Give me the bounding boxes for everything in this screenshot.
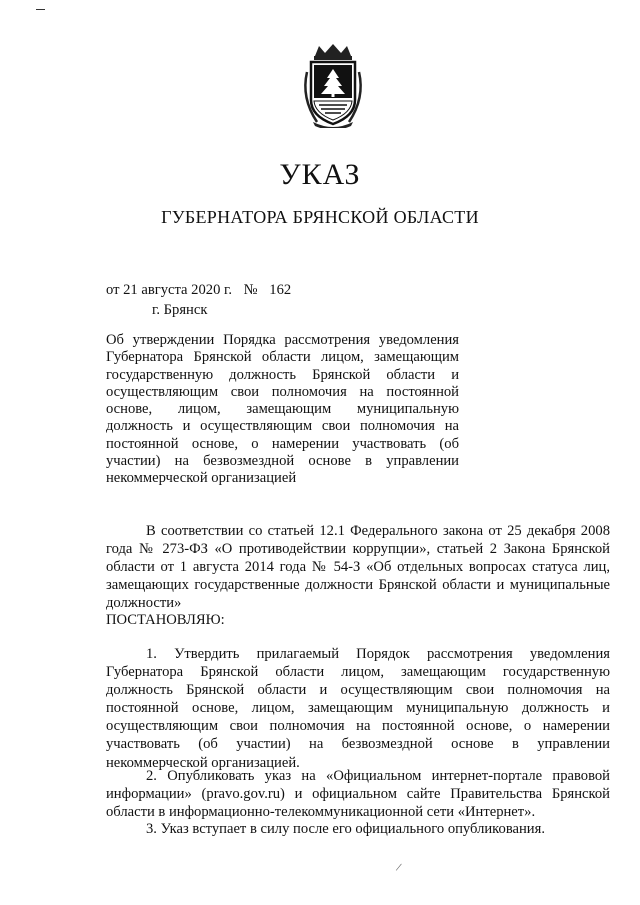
document-date: от 21 августа 2020 г. (106, 282, 233, 298)
bryansk-coat-of-arms-icon (297, 42, 369, 128)
number-sign: № (243, 282, 258, 298)
preamble-paragraph: В соответствии со статьей 12.1 Федерального закона от 25 декабря 2008 года № 273-ФЗ «О противодействии коррупции», статьей 2 Закона Брянской области от 1 августа 2014 года № 54-З «Об отдельных вопросах статуса лиц, замещающих государственные должности Брянской области и муниципальные должности» (106, 523, 610, 612)
decree-item: 2. Опубликовать указ на «Официальном интернет-портале правовой информации» (pravo.gov.ru) и официальном сайте Правительства Брянской области в информационно-телекоммуникационной сети «Интернет». (106, 768, 610, 821)
scan-corner-mark (36, 9, 45, 10)
document-subtitle: ГУБЕРНАТОРА БРЯНСКОЙ ОБЛАСТИ (161, 207, 479, 227)
document-number: 162 (269, 282, 292, 298)
decree-word: ПОСТАНОВЛЯЮ: (106, 612, 225, 628)
document-subject: Об утверждении Порядка рассмотрения уведомления Губернатора Брянской области лицом, замещающим государственную должность Брянской области и осуществляющим свои полномочия на постоянной основе, лицом, замещающим муниципальную должность и осуществляющим свои полномочия на постоянной основе, о намерении участвовать (об участии) на безвозмездной основе в управлении некоммерческой организацией (106, 332, 459, 487)
document-title: УКАЗ (279, 158, 361, 191)
decree-item: 3. Указ вступает в силу после его официального опубликования. (146, 821, 545, 837)
document-city: г. Брянск (152, 302, 208, 318)
document-date-line (106, 282, 291, 299)
decree-item: 1. Утвердить прилагаемый Порядок рассмотрения уведомления Губернатора Брянской области лицом, замещающим государственную должность Брянской области и осуществляющим свои полномочия на постоянной основе, лицом, замещающим муниципальную должность и осуществляющим свои полномочия на постоянной основе, о намерении участвовать (об участии) на безвозмездной основе в управлении некоммерческой организацией. (106, 646, 610, 771)
handwritten-tick-mark: / (394, 859, 403, 875)
